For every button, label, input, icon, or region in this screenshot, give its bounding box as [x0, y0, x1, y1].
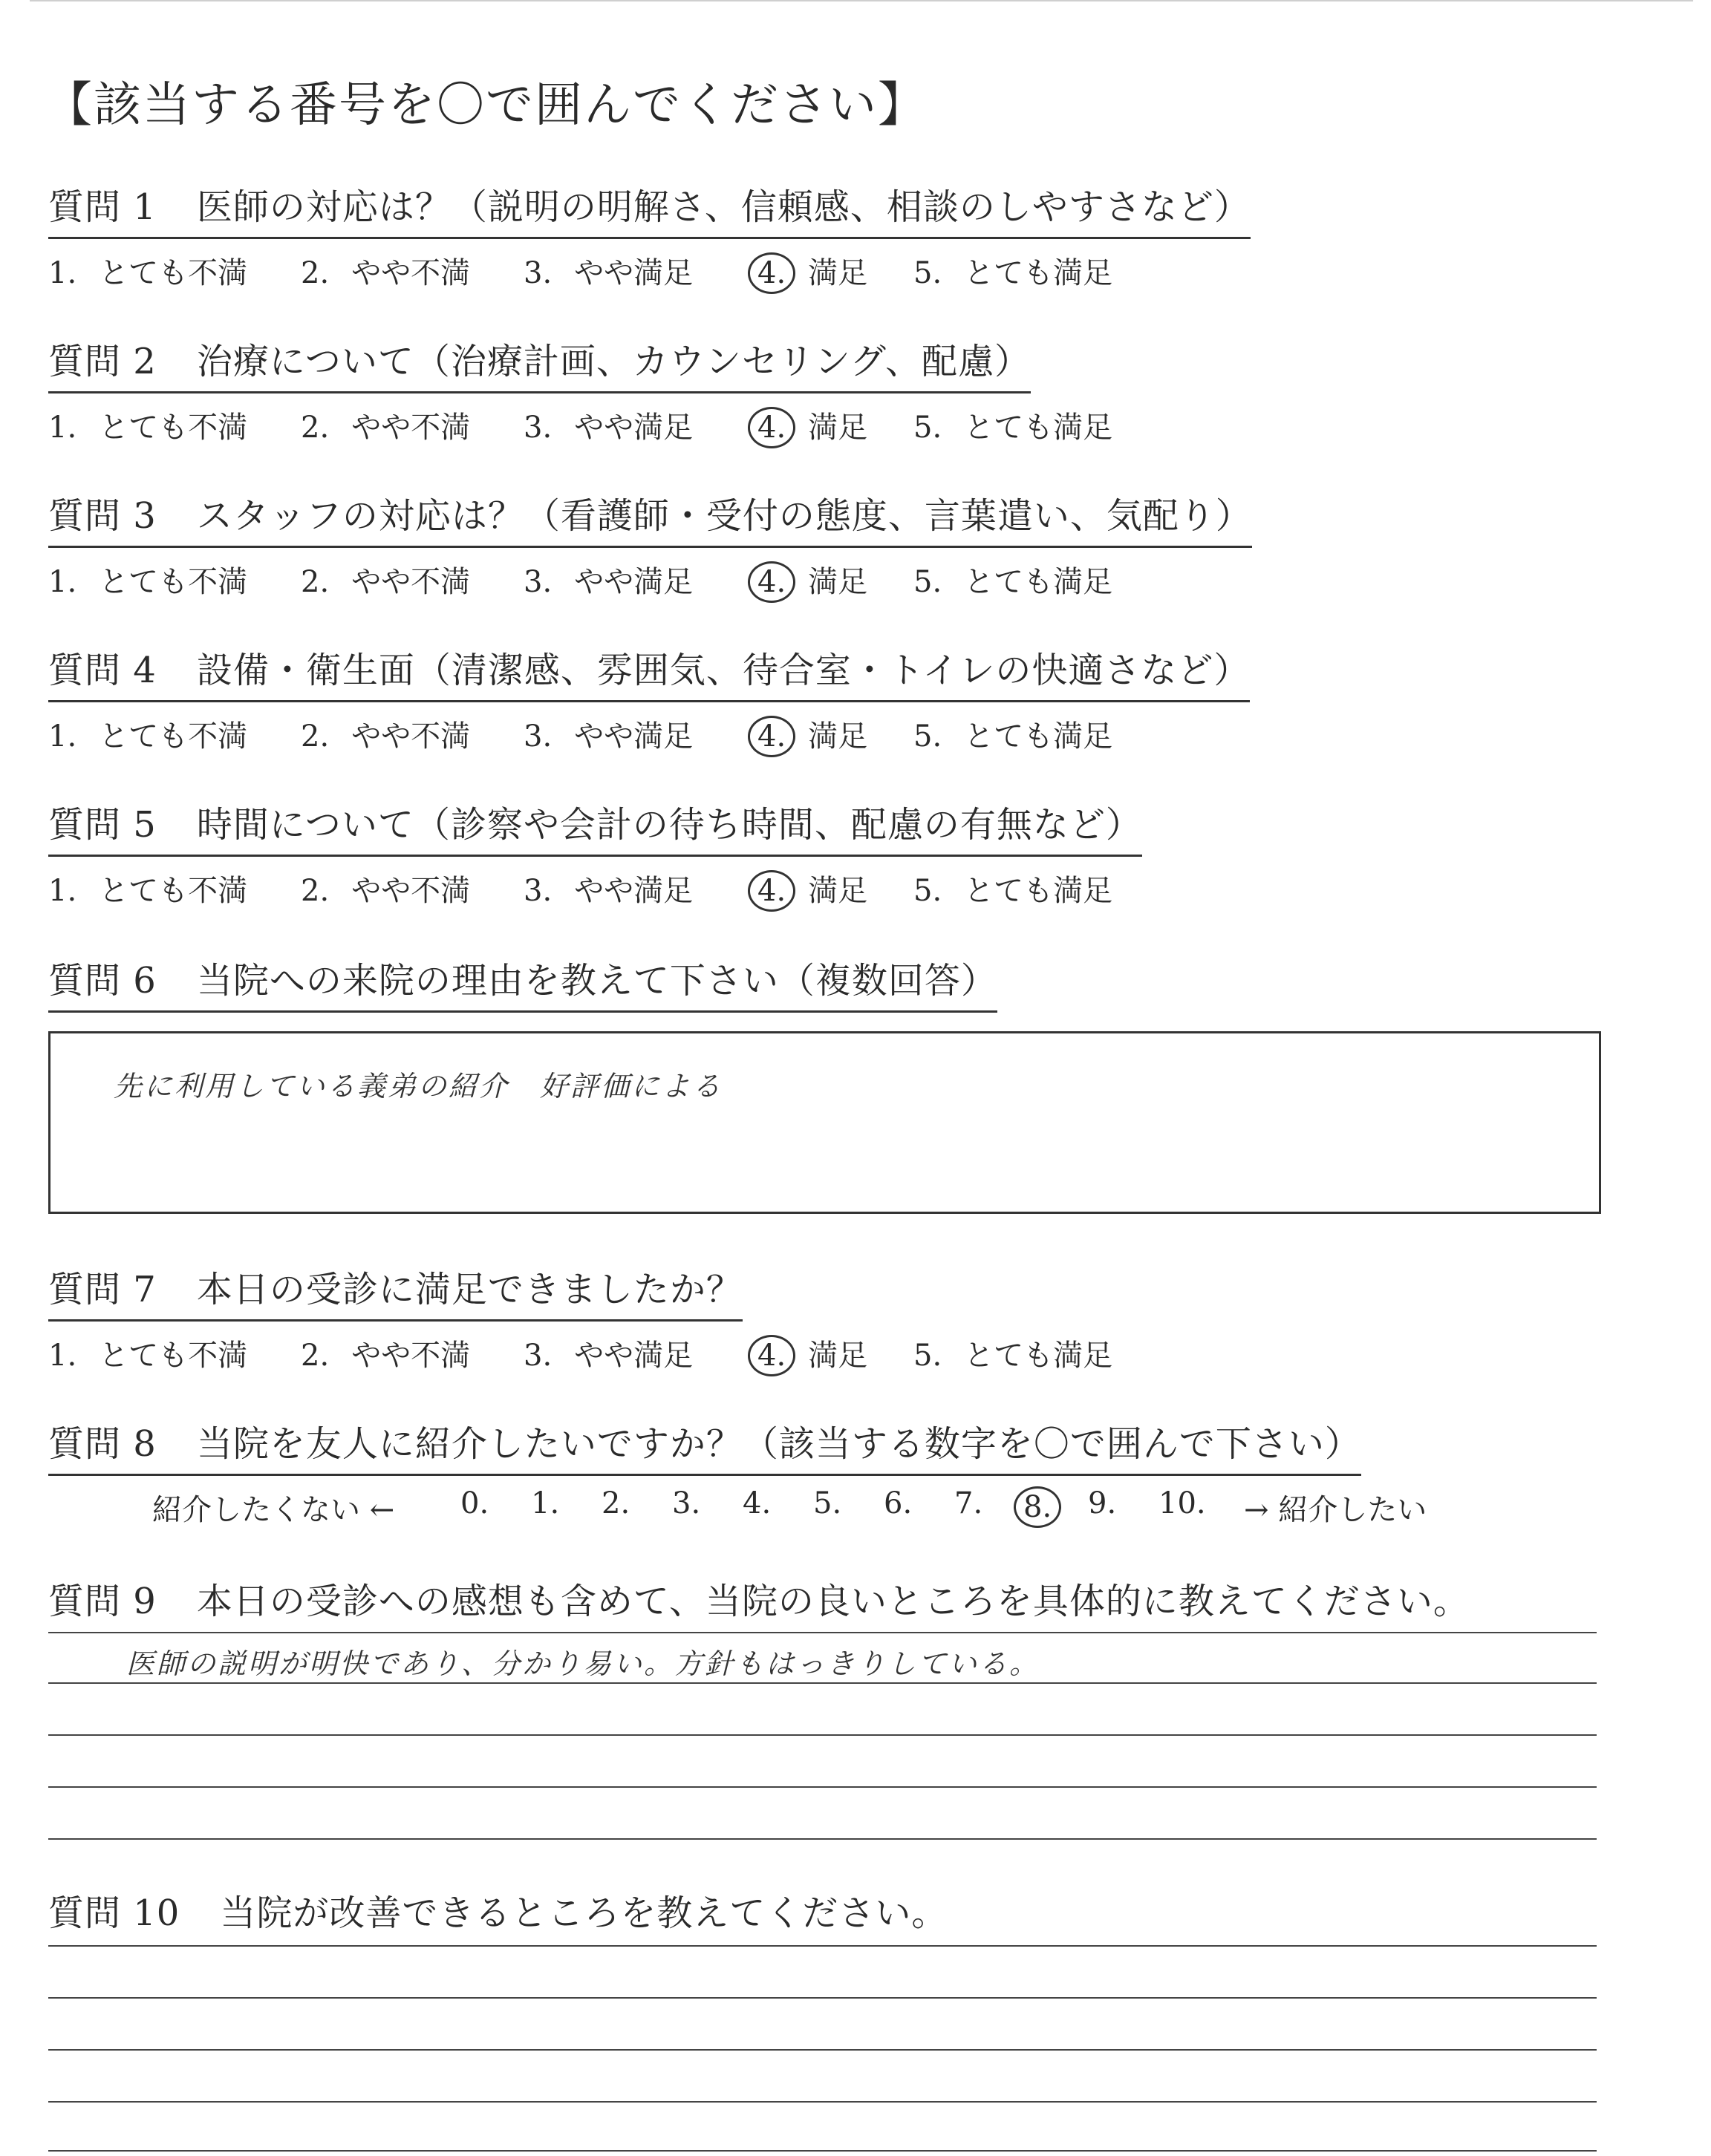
answer-line[interactable]	[48, 1838, 1597, 1840]
rating-option-3[interactable]: 3. やや満足	[524, 874, 694, 908]
question-5	[48, 796, 1142, 912]
rating-option-4-selected[interactable]: 4. 満足	[757, 1332, 867, 1376]
rating-option-2[interactable]: 2. やや不満	[301, 256, 471, 290]
question-text: 本日の受診に満足できましたか？	[196, 1269, 743, 1310]
rating-option-3[interactable]: 3. やや満足	[524, 565, 694, 599]
answer-line[interactable]	[48, 1997, 1597, 1999]
scale-right-label: → 紹介したい	[1244, 1493, 1427, 1527]
question-7	[48, 1261, 1113, 1376]
rating-options	[48, 404, 1113, 448]
rating-option-4-selected[interactable]: 4. 満足	[757, 713, 867, 757]
question-text: 当院を友人に紹介したいですか？（該当する数字を〇で囲んで下さい）	[196, 1423, 1361, 1465]
question-text: 設備・衛生面（清潔感、雰囲気、待合室・トイレの快適さなど）	[196, 650, 1251, 691]
scale-option-3[interactable]: 3.	[672, 1486, 701, 1520]
scale-option-9[interactable]: 9.	[1088, 1486, 1117, 1520]
question-title	[48, 333, 1031, 393]
answer-line[interactable]	[48, 1734, 1597, 1736]
question-number: 質問 1	[48, 186, 157, 228]
rating-option-3[interactable]: 3. やや満足	[524, 411, 694, 445]
question-text: スタッフの対応は？（看護師・受付の態度、言葉遣い、気配り）	[196, 495, 1252, 537]
question-text: 当院が改善できるところを教えてください。	[220, 1892, 948, 1934]
question-title	[48, 1884, 948, 1943]
rating-option-4-selected[interactable]: 4. 満足	[757, 249, 867, 294]
question-number: 質問 8	[48, 1423, 157, 1465]
rating-option-1[interactable]: 1. とても不満	[48, 411, 248, 445]
question-title	[48, 178, 1251, 239]
rating-options	[48, 1332, 1113, 1376]
rating-option-4-selected[interactable]: 4. 満足	[757, 867, 867, 912]
rating-option-1[interactable]: 1. とても不満	[48, 719, 248, 754]
rating-option-5[interactable]: 5. とても満足	[913, 874, 1113, 908]
question-number: 質問 3	[48, 495, 157, 537]
answer-line[interactable]	[48, 1632, 1597, 1633]
question-2	[48, 333, 1113, 448]
rating-option-2[interactable]: 2. やや不満	[301, 874, 471, 908]
rating-option-4-selected[interactable]: 4. 満足	[757, 404, 867, 448]
rating-option-1[interactable]: 1. とても不満	[48, 565, 248, 599]
rating-options	[48, 713, 1250, 757]
rating-option-5[interactable]: 5. とても満足	[913, 565, 1113, 599]
question-title	[48, 1572, 1470, 1631]
page-top-border	[30, 0, 1693, 1]
answer-line[interactable]	[48, 1682, 1597, 1684]
rating-option-3[interactable]: 3. やや満足	[524, 719, 694, 754]
rating-option-4-selected[interactable]: 4. 満足	[757, 558, 867, 603]
scale-option-1[interactable]: 1.	[531, 1486, 560, 1520]
question-8	[48, 1415, 1427, 1531]
rating-option-2[interactable]: 2. やや不満	[301, 1339, 471, 1373]
question-number: 質問 2	[48, 341, 157, 382]
question-title	[48, 796, 1142, 857]
question-text: 治療について（治療計画、カウンセリング、配慮）	[196, 341, 1031, 382]
rating-option-5[interactable]: 5. とても満足	[913, 411, 1113, 445]
rating-option-1[interactable]: 1. とても不満	[48, 256, 248, 290]
rating-option-5[interactable]: 5. とても満足	[913, 256, 1113, 290]
scale-option-5[interactable]: 5.	[813, 1486, 842, 1520]
question-title	[48, 487, 1252, 548]
rating-option-2[interactable]: 2. やや不満	[301, 565, 471, 599]
question-6	[48, 952, 997, 1013]
question-number: 質問 4	[48, 650, 157, 691]
rating-option-1[interactable]: 1. とても不満	[48, 874, 248, 908]
recommend-scale	[48, 1486, 1427, 1531]
scale-left-label: 紹介したくない ←	[152, 1493, 395, 1527]
rating-option-2[interactable]: 2. やや不満	[301, 719, 471, 754]
page-heading: 【該当する番号を〇で囲んでください】	[45, 78, 927, 133]
answer-line[interactable]	[48, 2150, 1597, 2152]
rating-options	[48, 249, 1251, 294]
scale-option-10[interactable]: 10.	[1158, 1486, 1206, 1520]
reason-answer-box[interactable]	[48, 1031, 1601, 1214]
question-10	[48, 1884, 948, 1943]
rating-option-5[interactable]: 5. とても満足	[913, 1339, 1113, 1373]
scale-option-7[interactable]: 7.	[954, 1486, 983, 1520]
question-text: 医師の対応は？（説明の明解さ、信頼感、相談のしやすさなど）	[196, 186, 1251, 228]
question-number: 質問 10	[48, 1892, 180, 1934]
scale-option-8-selected[interactable]: 8.	[1014, 1486, 1061, 1528]
question-title	[48, 1261, 743, 1322]
question-9	[48, 1572, 1470, 1631]
rating-option-5[interactable]: 5. とても満足	[913, 719, 1113, 754]
question-number: 質問 7	[48, 1269, 157, 1310]
answer-line[interactable]	[48, 1945, 1597, 1947]
rating-option-1[interactable]: 1. とても不満	[48, 1339, 248, 1373]
answer-line[interactable]	[48, 2049, 1597, 2051]
question-3	[48, 487, 1252, 603]
scale-option-2[interactable]: 2.	[602, 1486, 630, 1520]
question-text: 本日の受診への感想も含めて、当院の良いところを具体的に教えてください。	[196, 1581, 1470, 1622]
question-number: 質問 9	[48, 1581, 157, 1622]
question-text: 当院への来院の理由を教えて下さい（複数回答）	[196, 960, 997, 1002]
answer-line[interactable]	[48, 1786, 1597, 1788]
rating-option-2[interactable]: 2. やや不満	[301, 411, 471, 445]
question-title	[48, 641, 1250, 702]
rating-option-3[interactable]: 3. やや満足	[524, 256, 694, 290]
handwritten-answer: 医師の説明が明快であり、分かり易い。方針もはっきりしている。	[126, 1647, 1040, 1680]
rating-option-3[interactable]: 3. やや満足	[524, 1339, 694, 1373]
question-number: 質問 6	[48, 960, 157, 1002]
rating-options	[48, 867, 1142, 912]
question-number: 質問 5	[48, 804, 157, 846]
scale-option-6[interactable]: 6.	[884, 1486, 913, 1520]
question-text: 時間について（診察や会計の待ち時間、配慮の有無など）	[196, 804, 1142, 846]
question-4	[48, 641, 1250, 757]
rating-options	[48, 558, 1252, 603]
question-title	[48, 1415, 1361, 1476]
scale-option-4[interactable]: 4.	[743, 1486, 772, 1520]
answer-line[interactable]	[48, 2101, 1597, 2103]
question-1	[48, 178, 1251, 294]
scale-option-0[interactable]: 0.	[460, 1486, 489, 1520]
handwritten-answer: 先に利用している義弟の紹介 好評価による	[114, 1070, 723, 1102]
question-title	[48, 952, 997, 1013]
